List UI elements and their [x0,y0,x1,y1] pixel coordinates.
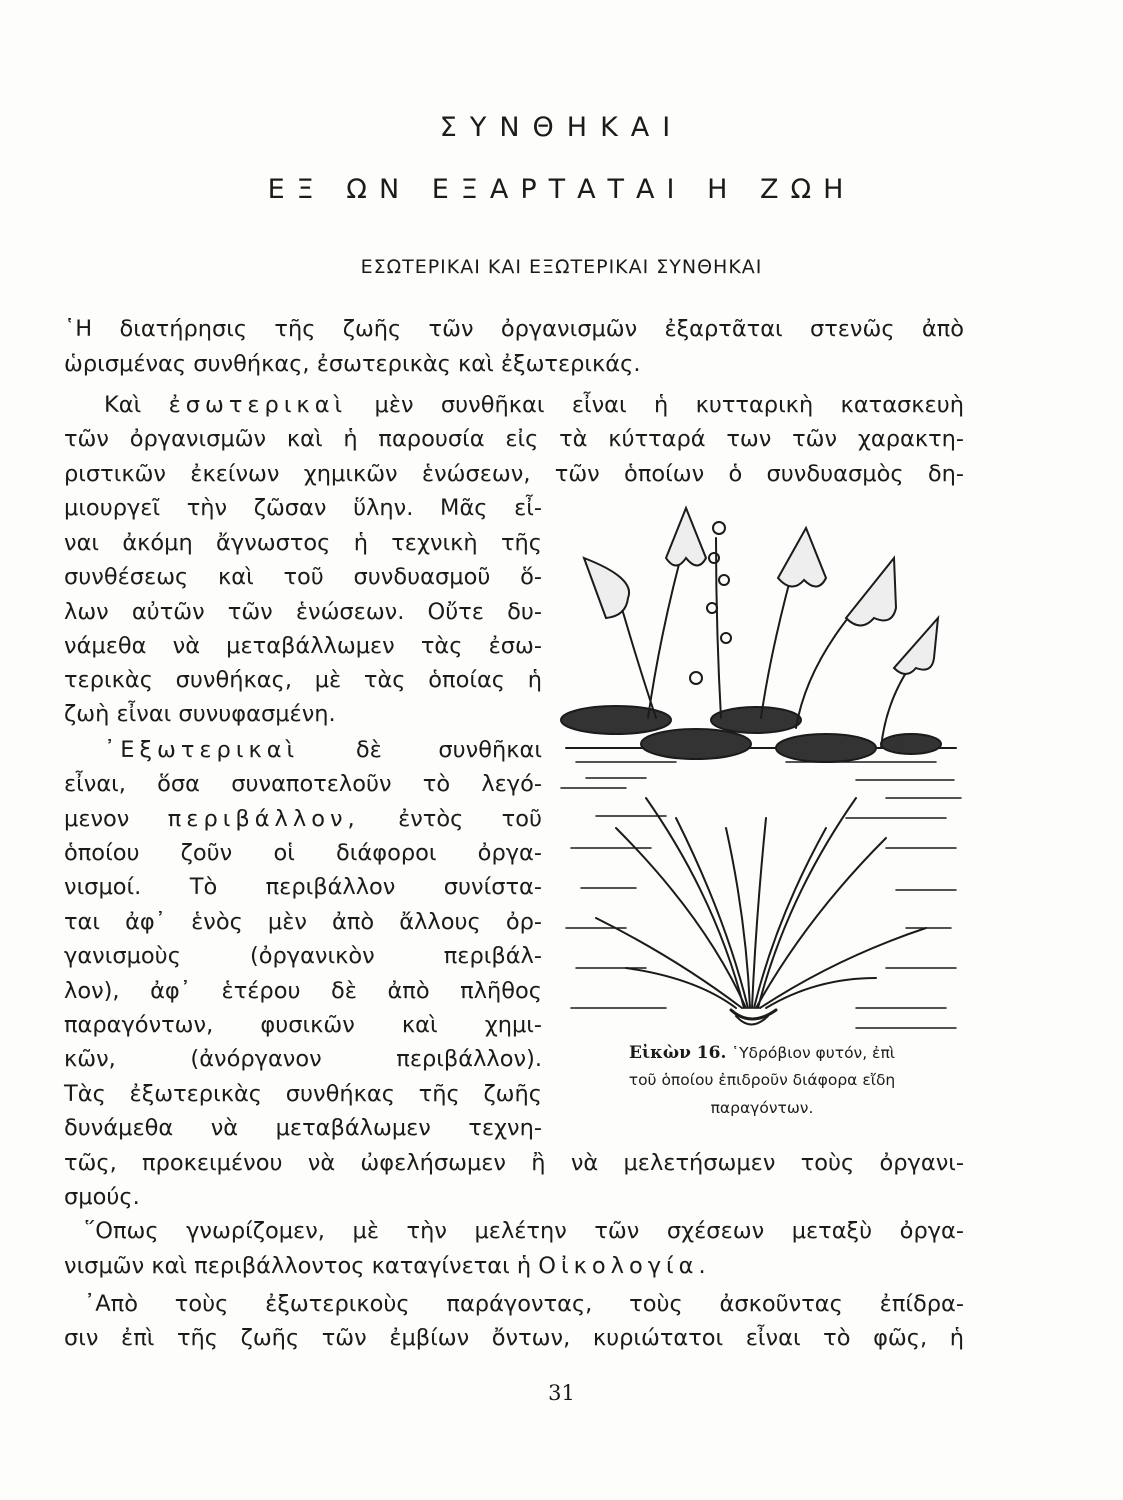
text-line [104,394,964,417]
text-line: ᾿Απὸ τοὺς ἐξωτερικοὺς παράγοντας, τοὺς ἀσκοῦντας ἐπίδρα- [84,1291,964,1317]
text-line: λον), ἀφ᾿ ἑτέρου δὲ ἀπὸ πλῆθος [64,978,542,1004]
text-line: γανισμοὺς (ὀργανικὸν περιβάλ- [64,943,542,969]
text-line: συνθέσεως καὶ τοῦ συνδυασμοῦ ὅ- [64,564,542,590]
text-line: κῶν, (ἀνόργανον περιβάλλον). [64,1046,542,1072]
text-fragment: μὲν συνθῆκαι εἶναι ἡ κυτταρικὴ κατασκευὴ [374,392,964,418]
text-line: ῞Οπως γνωρίζομεν, μὲ τὴν μελέτην τῶν σχέσεων μεταξὺ ὀργα- [84,1218,964,1244]
text-line: παραγόντων, φυσικῶν καὶ χημι- [64,1012,542,1038]
text-line: δυνάμεθα νὰ μεταβάλωμεν τεχνη- [64,1115,542,1141]
text-line: ριστικῶν ἐκείνων χημικῶν ἑνώσεων, τῶν ὁποίων ὁ συνδυασμὸς δη- [64,461,964,487]
text-line: νάμεθα νὰ μεταβάλλωμεν τὰς ἐσω- [64,633,542,659]
text-line [104,739,542,762]
text-word: Καὶ [104,392,142,418]
text-line: ὡρισμένας συνθήκας, ἐσωτερικὰς καὶ ἐξωτερικάς. [64,351,641,377]
text-line: μιουργεῖ τὴν ζῶσαν ὕλην. Μᾶς εἶ- [64,495,542,521]
text-line: τερικὰς συνθήκας, μὲ τὰς ὁποίας ἡ [64,667,542,693]
figure-caption-line3: παραγόντων. [710,1099,814,1117]
text-line: ται ἀφ᾿ ἑνὸς μὲν ἀπὸ ἄλλους ὀρ- [64,909,542,935]
emphasis-word: ἐσωτερικαὶ [168,392,348,418]
text-line: σιν ἐπὶ τῆς ζωῆς τῶν ἐμβίων ὄντων, κυριώτατοι εἶναι τὸ φῶς, ἡ [64,1325,964,1351]
text-line: σμούς. [64,1184,140,1210]
text-line: ναι ἀκόμη ἄγνωστος ἡ τεχνικὴ τῆς [64,530,542,556]
text-line: εἶναι, ὅσα συναποτελοῦν τὸ λεγό- [64,771,542,797]
chapter-title-line2: ΕΞ ΩΝ ΕΞΑΡΤΑΤΑΙ Η ΖΩΗ [267,174,856,205]
text-line: τῶν ὀργανισμῶν καὶ ἡ παρουσία εἰς τὰ κύτταρά των τῶν χαρακτη- [64,426,964,452]
figure-caption-line1 [552,1045,972,1062]
text-fragment: νισμῶν καὶ περιβάλλοντος καταγίνεται ἡ [64,1253,532,1279]
caption-text: ῾Υδρόβιον φυτόν, ἐπὶ [731,1044,896,1062]
chapter-title-line1: ΣΥΝΘΗΚΑΙ [439,112,684,143]
text-line: ῾Η διατήρησις τῆς ζωῆς τῶν ὀργανισμῶν ἐξαρτᾶται στενῶς ἀπὸ [64,316,964,342]
text-line: ζωὴ εἶναι συνυφασμένη. [64,701,336,727]
text-line [64,808,542,831]
figure-label: Εἰκὼν 16. [628,1043,727,1063]
emphasis-word: περιβάλλον, [167,806,360,832]
text-word: μενον [64,806,130,832]
page-number: 31 [548,1381,575,1405]
text-fragment: δὲ συνθῆκαι [355,737,542,763]
text-fragment: ἐντὸς τοῦ [398,806,543,832]
section-heading: ΕΣΩΤΕΡΙΚΑΙ ΚΑΙ ΕΞΩΤΕΡΙΚΑΙ ΣΥΝΘΗΚΑΙ [360,256,763,278]
text-line: νισμοί. Τὸ περιβάλλον συνίστα- [64,874,542,900]
text-line: Τὰς ἐξωτερικὰς συνθήκας τῆς ζωῆς [64,1081,542,1107]
emphasis-word: ᾿Εξωτερικαὶ [104,737,300,763]
figure-caption-line2: τοῦ ὁποίου ἐπιδροῦν διάφορα εἴδη [628,1071,896,1089]
emphasis-word: Οἰκολογία. [538,1253,711,1279]
text-line: ὁποίου ζοῦν οἱ διάφοροι ὀργα- [64,840,542,866]
text-line [64,1255,964,1278]
text-line: τῶς, προκειμένου νὰ ὠφελήσωμεν ἢ νὰ μελετήσωμεν τοὺς ὀργανι- [64,1150,964,1176]
text-line: λων αὐτῶν τῶν ἑνώσεων. Οὔτε δυ- [64,599,542,625]
aquatic-plant-illustration [556,498,968,1038]
